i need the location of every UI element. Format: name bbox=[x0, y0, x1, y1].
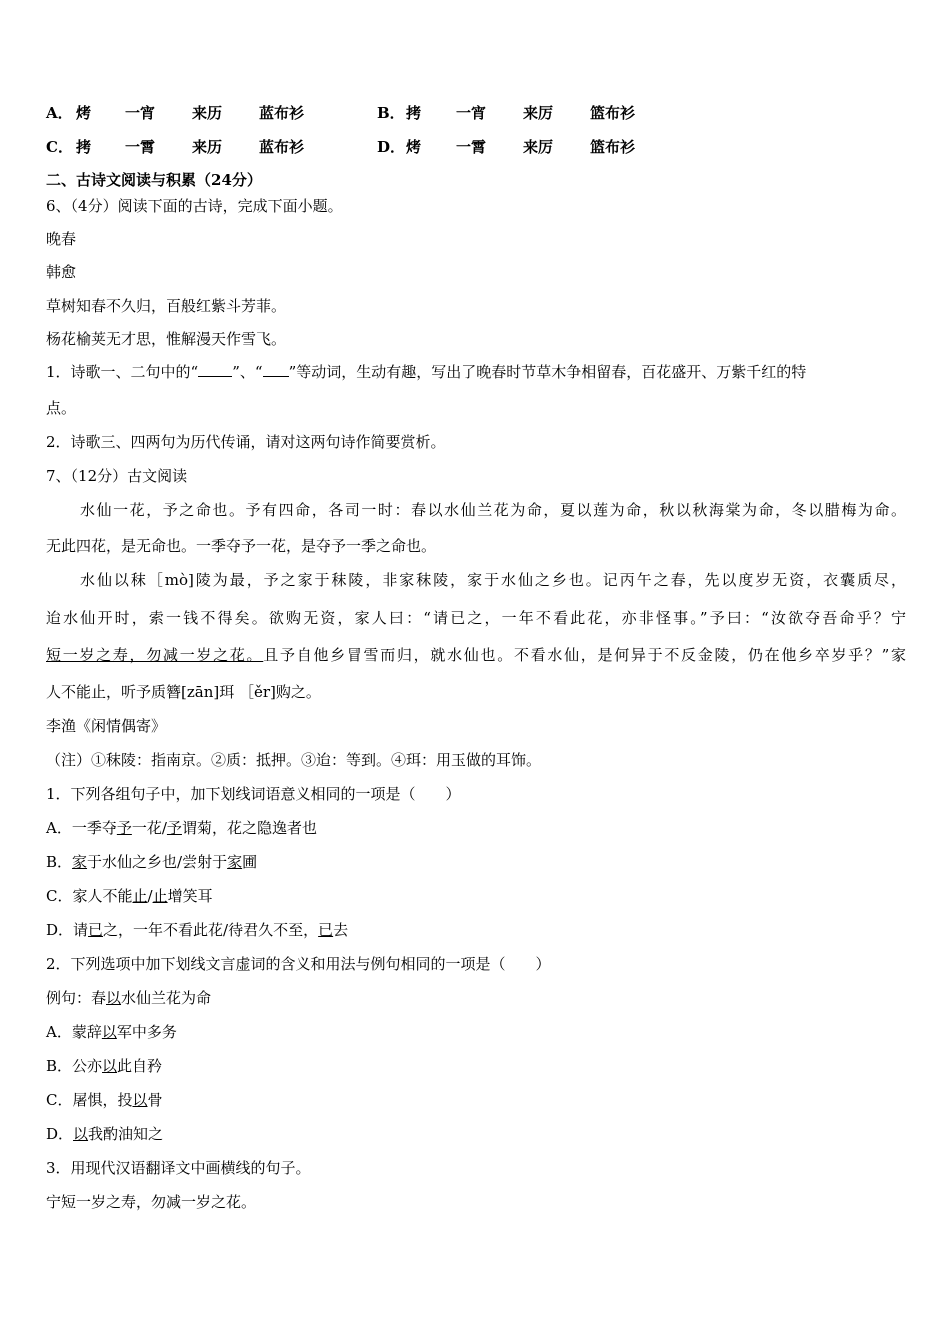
choice-word: 来厉 bbox=[523, 104, 554, 122]
choice-word: 来厉 bbox=[523, 138, 554, 156]
answer-blank[interactable] bbox=[263, 362, 289, 377]
choice-word: 蓝布衫 bbox=[259, 138, 305, 156]
option-a: A．蒙辞以军中多务 bbox=[46, 1023, 177, 1041]
q6-intro: 6、（4分）阅读下面的古诗，完成下面小题。 bbox=[46, 197, 343, 215]
passage-source: 李渔《闲情偶寄》 bbox=[46, 717, 167, 735]
choice-word: 篮布衫 bbox=[590, 138, 636, 156]
choice-word: 蓝布衫 bbox=[259, 104, 305, 122]
passage-line bbox=[46, 645, 906, 665]
option-d: D．请已之，一年不看此花/待君久不至，已去 bbox=[46, 921, 349, 939]
choice-word: 一宵 bbox=[456, 104, 487, 122]
example-sentence: 例句：春以水仙兰花为命 bbox=[46, 989, 212, 1007]
choice-letter: C． bbox=[46, 138, 73, 156]
answer-blank[interactable] bbox=[198, 362, 232, 377]
q6-sub1-cont: 点。 bbox=[46, 399, 77, 417]
underlined-sentence: 短一岁之寿，勿减一岁之花。 bbox=[46, 646, 264, 664]
poem-line: 杨花榆荚无才思，惟解漫天作雪飞。 bbox=[46, 330, 287, 348]
choice-word: 烤 bbox=[76, 104, 92, 122]
q7-sub3-sentence: 宁短一岁之寿，勿减一岁之花。 bbox=[46, 1193, 257, 1211]
option-d: D．以我酌油知之 bbox=[46, 1125, 164, 1143]
passage-line: 迨水仙开时，索一钱不得矣。欲购无资，家人曰：“请已之，一年不看此花，亦非怪事。”予曰：“汝欲夺吾命乎？宁 bbox=[46, 609, 906, 627]
poem-title: 晚春 bbox=[46, 230, 77, 248]
passage-line: 人不能止，听予质簪[zān]珥 ［ěr]购之。 bbox=[46, 683, 321, 701]
q7-sub1-stem: 1．下列各组句子中，加下划线词语意义相同的一项是（ ） bbox=[46, 785, 461, 803]
option-c: C．家人不能止/止增笑耳 bbox=[46, 887, 213, 905]
passage-note: （注）①秣陵：指南京。②质：抵押。③迨：等到。④珥：用玉做的耳饰。 bbox=[46, 751, 542, 769]
passage-line: 水仙一花，予之命也。予有四命，各司一时：春以水仙兰花为命，夏以莲为命，秋以秋海棠为命，冬以腊梅为命。 bbox=[80, 501, 906, 519]
poem-author: 韩愈 bbox=[46, 263, 77, 281]
section-heading: 二、古诗文阅读与积累（24分） bbox=[46, 171, 262, 189]
choice-letter: A． bbox=[46, 104, 73, 122]
choice-word: 一宵 bbox=[125, 104, 156, 122]
q6-sub1 bbox=[46, 362, 806, 382]
q7-sub2-stem: 2．下列选项中加下划线文言虚词的含义和用法与例句相同的一项是（ ） bbox=[46, 955, 551, 973]
q7-intro: 7、（12分）古文阅读 bbox=[46, 467, 188, 485]
choice-word: 一霄 bbox=[125, 138, 156, 156]
option-a: A．一季夺予一花/予谓菊，花之隐逸者也 bbox=[46, 819, 317, 837]
choice-letter: B． bbox=[377, 104, 405, 122]
q6-sub1-text: 1．诗歌一、二句中的“ bbox=[46, 363, 199, 381]
option-b: B．家于水仙之乡也/尝射于家圃 bbox=[46, 853, 258, 871]
choice-word: 来历 bbox=[192, 104, 223, 122]
passage-text: 且予自他乡冒雪而归，就水仙也。不看水仙，是何异于不反金陵，仍在他乡卒岁乎？”家 bbox=[263, 646, 906, 664]
choice-word: 拷 bbox=[406, 104, 422, 122]
choice-word: 拷 bbox=[76, 138, 92, 156]
option-c: C．屠惧，投以骨 bbox=[46, 1091, 163, 1109]
q6-sub2: 2．诗歌三、四两句为历代传诵，请对这两句诗作简要赏析。 bbox=[46, 433, 446, 451]
passage-line: 无此四花，是无命也。一季夺予一花，是夺予一季之命也。 bbox=[46, 537, 437, 555]
q7-sub3-stem: 3．用现代汉语翻译文中画横线的句子。 bbox=[46, 1159, 311, 1177]
q6-sub1-text: ”、“ bbox=[232, 363, 263, 381]
choice-word: 来历 bbox=[192, 138, 223, 156]
passage-line: 水仙以秣［mò]陵为最，予之家于秣陵，非家秣陵，家于水仙之乡也。记丙午之春，先以度岁无资，衣囊质尽， bbox=[80, 571, 906, 589]
poem-line: 草树知春不久归，百般红紫斗芳菲。 bbox=[46, 297, 287, 315]
choice-letter: D． bbox=[377, 138, 406, 156]
choice-word: 烤 bbox=[406, 138, 422, 156]
choice-word: 一霄 bbox=[456, 138, 487, 156]
option-b: B．公亦以此自矜 bbox=[46, 1057, 163, 1075]
q6-sub1-text: ”等动词，生动有趣，写出了晚春时节草木争相留春，百花盛开、万紫千红的特 bbox=[288, 363, 807, 381]
choice-word: 篮布衫 bbox=[590, 104, 636, 122]
